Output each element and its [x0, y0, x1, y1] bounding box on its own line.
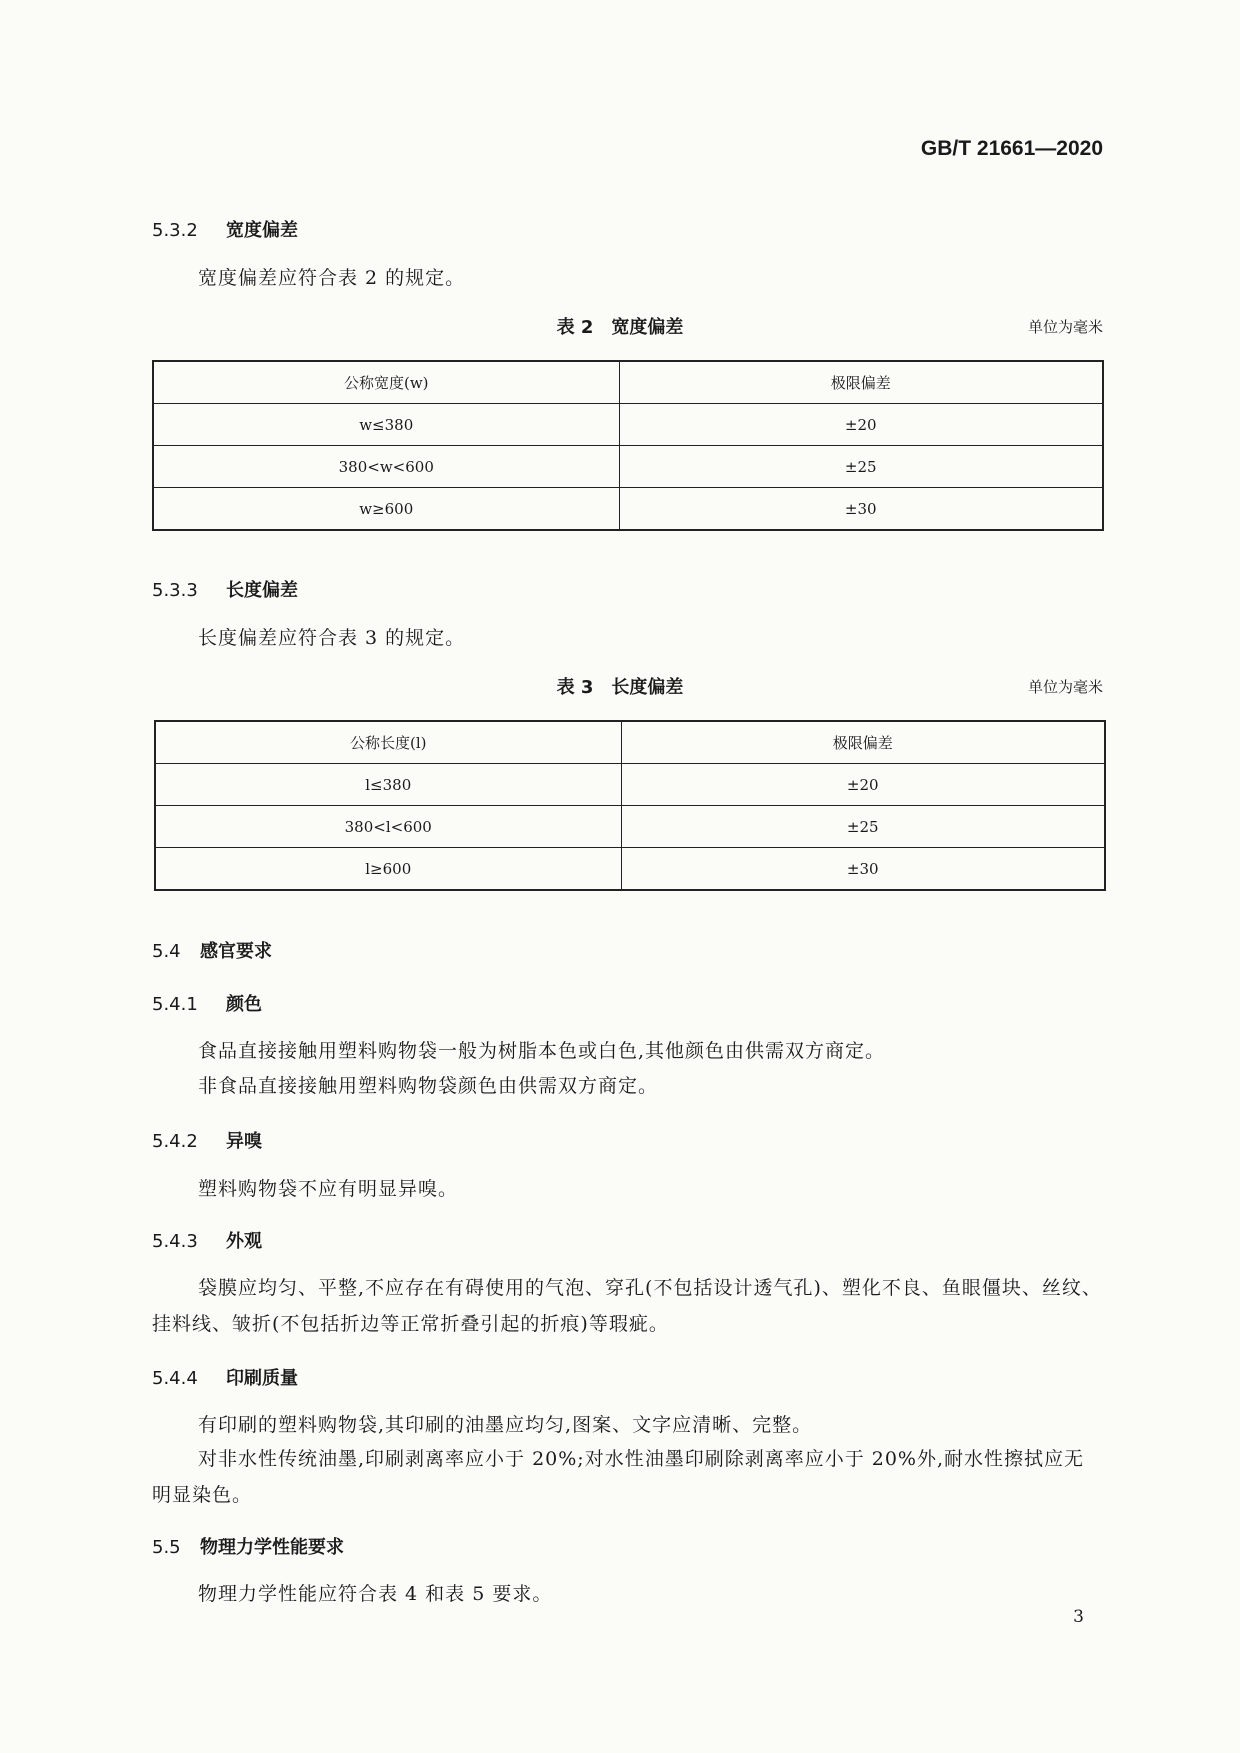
section-title: 物理力学性能要求 — [200, 1537, 344, 1558]
table-row — [155, 764, 1105, 806]
table-2 — [152, 360, 1104, 531]
page-number: 3 — [1073, 1607, 1084, 1627]
section-5-4-heading — [152, 937, 272, 963]
table-3-caption: 表 3 长度偏差 — [556, 677, 684, 698]
table-row — [155, 806, 1105, 848]
table-cell: ±25 — [619, 446, 1103, 488]
table-cell: 380<l<600 — [155, 806, 621, 848]
table-cell: ±20 — [621, 764, 1105, 806]
section-number: 5.5 — [152, 1537, 181, 1558]
table-cell: 380<w<600 — [153, 446, 619, 488]
section-5-4-2-heading — [152, 1127, 262, 1153]
paragraph: 塑料购物袋不应有明显异嗅。 — [198, 1178, 459, 1200]
paragraph: 物理力学性能应符合表 4 和表 5 要求。 — [198, 1583, 553, 1605]
section-number: 5.3.2 — [152, 220, 198, 241]
table-3-unit: 单位为毫米 — [1027, 678, 1103, 696]
table-3 — [154, 720, 1106, 891]
section-number: 5.4.2 — [152, 1131, 198, 1152]
column-header: 公称长度(l) — [155, 721, 621, 764]
paragraph: 有印刷的塑料购物袋,其印刷的油墨应均匀,图案、文字应清晰、完整。 — [198, 1414, 813, 1436]
paragraph: 宽度偏差应符合表 2 的规定。 — [198, 267, 466, 289]
section-title: 宽度偏差 — [226, 220, 298, 241]
section-title: 异嗅 — [226, 1131, 262, 1152]
column-header: 公称宽度(w) — [153, 361, 619, 404]
table-2-caption: 表 2 宽度偏差 — [556, 317, 684, 338]
standard-number: GB/T 21661—2020 — [920, 137, 1103, 160]
table-cell: ±25 — [621, 806, 1105, 848]
table-cell: l≤380 — [155, 764, 621, 806]
section-5-4-1-heading — [152, 990, 262, 1016]
table-cell: ±30 — [619, 488, 1103, 531]
table-row — [153, 488, 1103, 531]
table-row — [155, 848, 1105, 891]
section-5-5-heading — [152, 1533, 344, 1559]
table-cell: ±30 — [621, 848, 1105, 891]
section-5-4-3-heading — [152, 1227, 262, 1253]
table-2-unit: 单位为毫米 — [1027, 318, 1103, 336]
section-5-3-3-heading — [152, 576, 298, 602]
paragraph: 袋膜应均匀、平整,不应存在有碍使用的气泡、穿孔(不包括设计透气孔)、塑化不良、鱼眼僵块、丝纹、挂料线、皱折(不包括折边等正常折叠引起的折痕)等瑕疵。 — [152, 1277, 1102, 1335]
table-cell: ±20 — [619, 404, 1103, 446]
section-title: 印刷质量 — [226, 1368, 298, 1389]
section-number: 5.4 — [152, 941, 181, 962]
section-number: 5.4.1 — [152, 994, 198, 1015]
table-row — [153, 404, 1103, 446]
paragraph: 长度偏差应符合表 3 的规定。 — [198, 627, 466, 649]
table-row — [153, 446, 1103, 488]
section-title: 颜色 — [226, 994, 262, 1015]
table-cell: w≥600 — [153, 488, 619, 531]
table-header-row — [155, 721, 1105, 764]
section-number: 5.4.3 — [152, 1231, 198, 1252]
paragraph: 对非水性传统油墨,印刷剥离率应小于 20%;对水性油墨印刷除剥离率应小于 20%外,耐水性擦拭应无明显染色。 — [152, 1448, 1085, 1506]
section-number: 5.4.4 — [152, 1368, 198, 1389]
section-5-4-4-heading — [152, 1364, 298, 1390]
table-cell: l≥600 — [155, 848, 621, 891]
column-header: 极限偏差 — [621, 721, 1105, 764]
paragraph: 食品直接接触用塑料购物袋一般为树脂本色或白色,其他颜色由供需双方商定。 — [198, 1040, 886, 1062]
section-title: 外观 — [226, 1231, 262, 1252]
section-title: 长度偏差 — [226, 580, 298, 601]
section-number: 5.3.3 — [152, 580, 198, 601]
table-cell: w≤380 — [153, 404, 619, 446]
column-header: 极限偏差 — [619, 361, 1103, 404]
paragraph: 非食品直接接触用塑料购物袋颜色由供需双方商定。 — [198, 1075, 659, 1097]
table-header-row — [153, 361, 1103, 404]
section-5-3-2-heading — [152, 216, 298, 242]
section-title: 感官要求 — [200, 941, 272, 962]
